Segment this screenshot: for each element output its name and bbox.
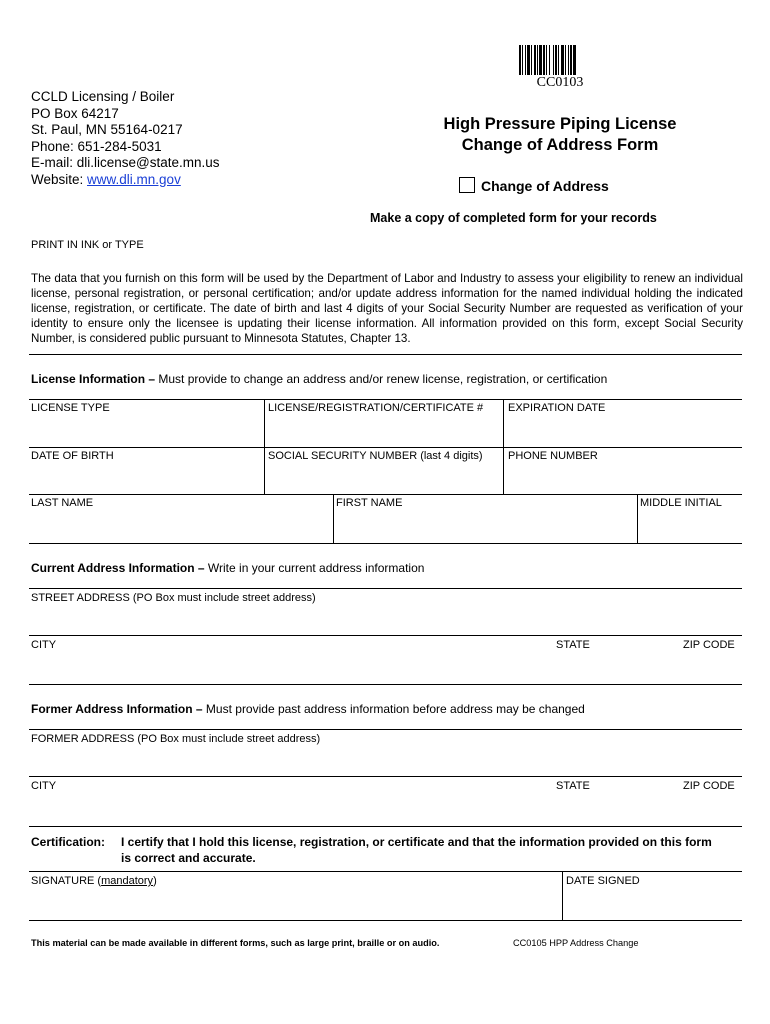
form-title-line1: High Pressure Piping License xyxy=(443,115,677,133)
barcode-bar xyxy=(537,45,538,75)
barcode-bar xyxy=(558,45,559,75)
signature-bottom xyxy=(29,920,742,921)
certification-label: Certification: xyxy=(31,835,106,849)
former-state-field[interactable]: STATE xyxy=(556,780,590,792)
former-address-heading-bold: Former Address Information – xyxy=(31,702,203,716)
license-col-divider xyxy=(503,399,504,495)
divider xyxy=(29,354,742,355)
form-title-line2: Change of Address Form xyxy=(461,136,659,154)
former-address-top xyxy=(29,729,742,730)
license-type-field[interactable]: LICENSE TYPE xyxy=(31,402,110,414)
ssn-field[interactable]: SOCIAL SECURITY NUMBER (last 4 digits) xyxy=(268,450,483,462)
website-label: Website: xyxy=(31,171,88,187)
current-zip-field[interactable]: ZIP CODE xyxy=(683,639,735,651)
former-address-divider xyxy=(29,776,742,777)
signature-field[interactable] xyxy=(31,875,157,887)
barcode-bar xyxy=(553,45,554,75)
barcode-bar xyxy=(519,45,521,75)
date-of-birth-field[interactable]: DATE OF BIRTH xyxy=(31,450,114,462)
phone-number-field[interactable]: PHONE NUMBER xyxy=(508,450,598,462)
current-address-heading-rest: Write in your current address information xyxy=(204,561,425,575)
form-title xyxy=(400,114,720,156)
first-name-field[interactable]: FIRST NAME xyxy=(336,497,403,509)
barcode-bar xyxy=(525,45,526,75)
signature-top xyxy=(29,871,742,872)
barcode-bar xyxy=(531,45,532,75)
agency-po-box: PO Box 64217 xyxy=(31,105,119,121)
barcode-bar xyxy=(543,45,545,75)
privacy-paragraph: The data that you furnish on this form will be used by the Department of Labor and Industry to assess your eligibility to renew an individual license, personal registration, or personal certification; and/or update address information for the named individual holding the indicated license, registration, or certificate. The date of birth and last 4 digits of your Social Security Number are requested as verification of your identity to ensure only the licensee is updating their license information. All information provided on this form, except Social Security Number, is considered public pursuant to Minnesota Statutes, Chapter 13. xyxy=(31,272,743,345)
signature-close: ) xyxy=(153,875,157,887)
barcode-bar xyxy=(527,45,530,75)
change-of-address-checkbox[interactable] xyxy=(459,177,475,193)
current-city-field[interactable]: CITY xyxy=(31,639,57,651)
form-id-footer: CC0105 HPP Address Change xyxy=(513,938,639,948)
accessibility-note: This material can be made available in different forms, such as large print, braille or on audio. xyxy=(31,938,440,948)
signature-col-divider xyxy=(562,871,563,920)
form-code: CC0103 xyxy=(536,75,584,90)
former-address-heading-rest: Must provide past address information before address may be changed xyxy=(202,702,585,716)
barcode-bar xyxy=(555,45,557,75)
current-street-field[interactable]: STREET ADDRESS (PO Box must include street address) xyxy=(31,592,316,604)
former-zip-field[interactable]: ZIP CODE xyxy=(683,780,735,792)
license-col-divider xyxy=(333,494,334,543)
barcode-bar xyxy=(570,45,572,75)
signature-label: SIGNATURE ( xyxy=(31,875,102,887)
license-info-heading-bold: License Information – xyxy=(31,372,156,386)
former-address-bottom xyxy=(29,826,742,827)
agency-phone: Phone: 651-284-5031 xyxy=(31,138,162,154)
middle-initial-field[interactable]: MIDDLE INITIAL xyxy=(640,497,722,509)
print-note: PRINT IN INK or TYPE xyxy=(31,239,144,251)
license-info-heading xyxy=(31,372,607,386)
current-address-heading xyxy=(31,561,424,575)
former-address-heading xyxy=(31,702,585,716)
barcode-bar xyxy=(546,45,547,75)
license-col-divider xyxy=(637,494,638,543)
license-info-heading-rest: Must provide to change an address and/or renew license, registration, or certification xyxy=(155,372,608,386)
change-of-address-label: Change of Address xyxy=(481,178,609,194)
signature-mandatory: mandatory xyxy=(101,875,154,887)
barcode-bar xyxy=(561,45,564,75)
license-row-divider xyxy=(29,494,742,495)
agency-city: St. Paul, MN 55164-0217 xyxy=(31,122,183,137)
barcode-bar xyxy=(573,45,576,75)
barcode-image xyxy=(519,45,602,78)
copy-note: Make a copy of completed form for your records xyxy=(370,211,657,225)
last-name-field[interactable]: LAST NAME xyxy=(31,497,94,509)
date-signed-field[interactable]: DATE SIGNED xyxy=(566,875,640,887)
barcode-bar xyxy=(549,45,550,75)
license-table-top xyxy=(29,399,742,400)
current-address-top xyxy=(29,588,742,589)
license-number-field[interactable]: LICENSE/REGISTRATION/CERTIFICATE # xyxy=(268,402,484,414)
barcode-bar xyxy=(522,45,523,75)
license-col-divider xyxy=(264,399,265,495)
barcode-bar xyxy=(568,45,569,75)
current-address-divider xyxy=(29,635,742,636)
agency-email: E-mail: dli.license@state.mn.us xyxy=(31,155,220,170)
agency-name: CCLD Licensing / Boiler xyxy=(31,89,175,104)
agency-website xyxy=(31,172,220,189)
current-address-heading-bold: Current Address Information – xyxy=(31,561,205,575)
license-row-divider xyxy=(29,447,742,448)
certification-text: I certify that I hold this license, registration, or certificate and that the information provided on this form is correct and accurate. xyxy=(121,835,712,865)
current-address-bottom xyxy=(29,684,742,685)
former-city-field[interactable]: CITY xyxy=(31,780,57,792)
expiration-date-field[interactable]: EXPIRATION DATE xyxy=(508,402,606,414)
barcode-bar xyxy=(565,45,566,75)
barcode-bar xyxy=(534,45,536,75)
current-state-field[interactable]: STATE xyxy=(556,639,590,651)
barcode-bar xyxy=(539,45,542,75)
former-street-field[interactable]: FORMER ADDRESS (PO Box must include street address) xyxy=(31,733,321,745)
license-table-bottom xyxy=(29,543,742,544)
agency-contact-block xyxy=(31,89,220,188)
website-link[interactable]: www.dli.mn.gov xyxy=(87,171,181,187)
